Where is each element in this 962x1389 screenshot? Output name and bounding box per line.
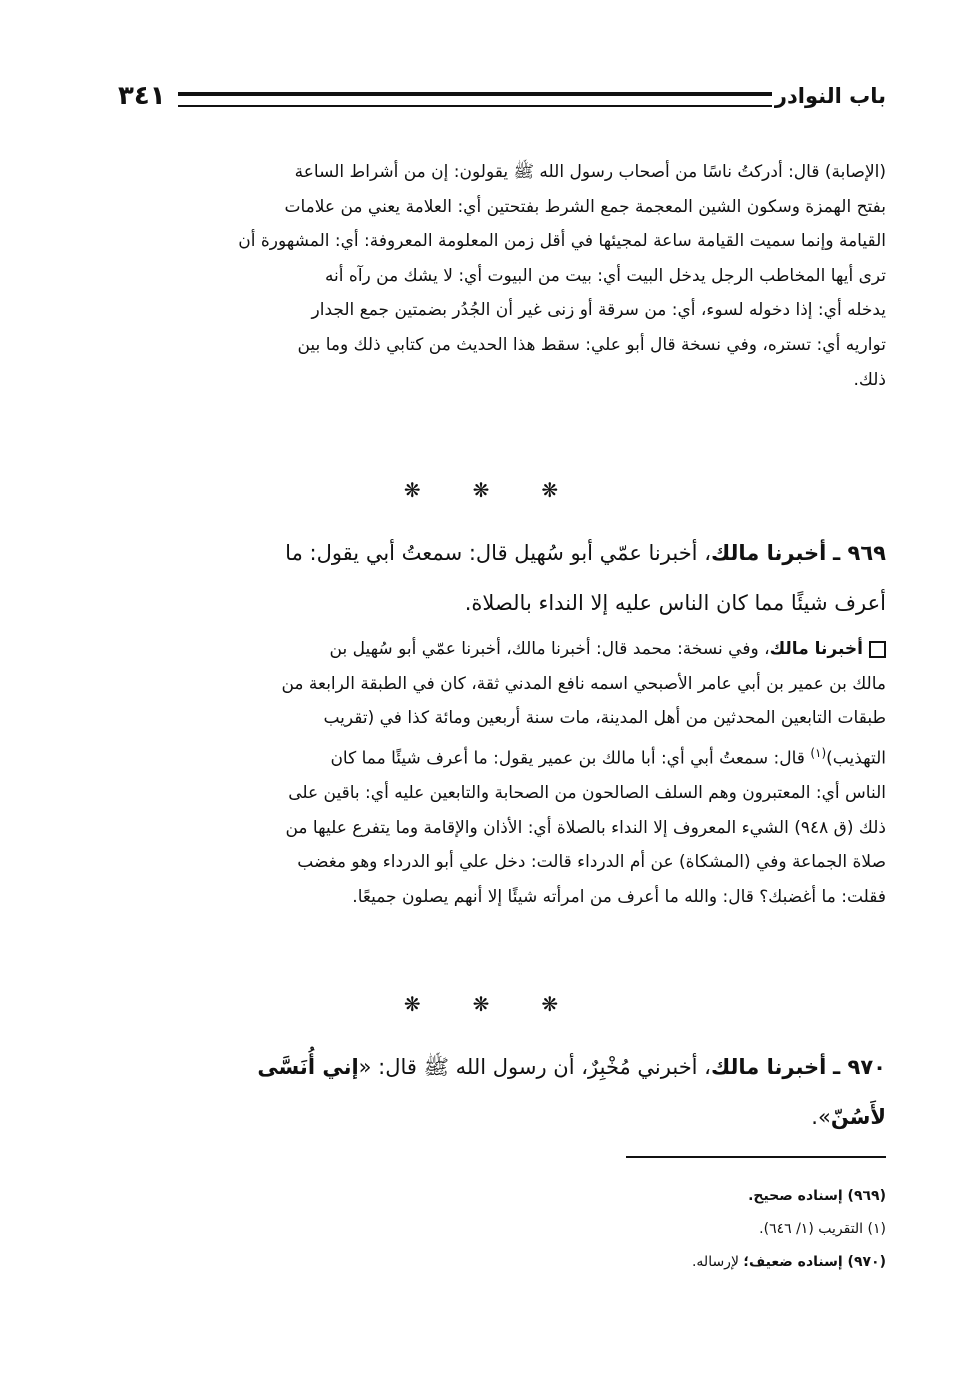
text-line: يدخله أي: إذا دخوله لسوء، أي: من سرقة أو زنى غير أن الجُدُر بضمتين جمع الجدار [311, 300, 886, 321]
hadith-text: ». [811, 1105, 831, 1129]
commentary-text: قال: سمعتُ أبي أي: أبا مالك بن عمير يقول: ما أعرف شيئًا مما كان [330, 748, 811, 769]
footnote [186, 1180, 886, 1213]
hadith-number: ٩٧٠ ـ [833, 1055, 886, 1079]
commentary-969 [118, 632, 886, 914]
commentary-continued [118, 155, 886, 397]
text-line: الناس أي: المعتبرون وهم السلف الصالحون من الصحابة والتابعين عليه أي: باقين على [288, 783, 886, 804]
section-separator [0, 992, 962, 1016]
hadith-narrator: أخبرنا مالك [710, 1055, 827, 1079]
square-marker-icon [869, 641, 886, 658]
text-line: ذلك (ق ٩٤٨) الشيء المعروف إلا النداء بالصلاة أي: الأذان والإقامة وما يتفرع عليها من [285, 817, 886, 838]
text-line: طبقات التابعين المحدثين من أهل المدينة، مات سنة أربعين ومائة كذا في (تقريب [323, 708, 886, 729]
header-rule [178, 92, 772, 107]
text-line: ذلك. [853, 369, 886, 390]
text-line [118, 1042, 886, 1092]
asterism-icon: ❋ [403, 992, 421, 1016]
footnotes [186, 1180, 886, 1279]
commentary-text: ، وفي نسخة: محمد قال: أخبرنا مالك، أخبرنا عمّي أبو سُهيل بن [329, 639, 770, 659]
section-separator [0, 478, 962, 502]
footnote-number: (١) [867, 1221, 886, 1237]
footnote-text: التقريب (١/ ٦٤٦). [759, 1221, 868, 1237]
hadith-970 [118, 1042, 886, 1142]
footnote [186, 1246, 886, 1279]
footnote-number: (٩٧٠) [847, 1254, 886, 1270]
hadith-narrator: أخبرنا مالك [710, 541, 827, 565]
running-header [118, 78, 886, 118]
asterism-icon: ❋ [541, 992, 559, 1016]
asterism-icon: ❋ [541, 478, 559, 502]
footnote-grading: إسناده ضعيف؛ [743, 1254, 848, 1270]
asterism-icon: ❋ [472, 478, 490, 502]
text-line: صلاة الجماعة وفي (المشكاة) عن أم الدرداء قالت: دخل علي أبو الدرداء وهو مغضب [297, 852, 886, 873]
text-line [118, 528, 886, 578]
footnote-text: إسناده صحيح. [748, 1188, 848, 1204]
running-title: باب النوادر [774, 84, 886, 108]
hadith-quote: لأَسُنّ [830, 1105, 886, 1129]
text-line [118, 1092, 886, 1142]
footnote [186, 1213, 886, 1246]
text-line [118, 736, 886, 776]
text-line: فقلت: ما أغضبك؟ قال: والله ما أعرف من امرأته شيئًا إلا أنهم يصلون جميعًا. [352, 886, 886, 907]
text-line: القيامة وإنما سميت القيامة ساعة لمجيئها في أقل زمن المعلومة المعروفة: أي: المشهورة أن [238, 231, 886, 252]
footnote-rule [626, 1156, 886, 1158]
text-line: أعرف شيئًا مما كان الناس عليه إلا النداء بالصلاة. [464, 591, 886, 615]
hadith-quote: إني أُنَسَّى [257, 1055, 359, 1079]
text-line: مالك بن عمير بن أبي عامر الأصبحي اسمه نافع المدني ثقة، كان في الطبقة الرابعة من [281, 673, 886, 694]
text-line [118, 632, 886, 667]
hadith-text: ، أخبرني مُخْبِرٌ، أن رسول الله ﷺ قال: « [358, 1055, 711, 1079]
hadith-text: ، أخبرنا عمّي أبو سُهيل قال: سمعتُ أبي يقول: ما [285, 541, 711, 565]
commentary-lead: أخبرنا مالك [769, 639, 863, 659]
commentary-text: التهذيب) [826, 748, 886, 769]
asterism-icon: ❋ [403, 478, 421, 502]
hadith-number: ٩٦٩ ـ [833, 541, 886, 565]
text-line: ترى أيها المخاطب الرجل يدخل البيت أي: بيت من البيوت أي: لا يشك من رآه أنه [324, 265, 886, 286]
footnote-text: لإرساله. [691, 1254, 744, 1270]
page-number: ٣٤١ [118, 81, 166, 111]
asterism-icon: ❋ [472, 992, 490, 1016]
hadith-969 [118, 528, 886, 628]
footnote-reference: (١) [810, 745, 827, 760]
text-line: تواريه أي: تستره، وفي نسخة قال أبو علي: سقط هذا الحديث من كتابي ذلك وما بين [297, 334, 886, 355]
footnote-number: (٩٦٩) [847, 1188, 886, 1204]
text-line: بفتح الهمزة وسكون الشين المعجمة جمع الشرط بفتحتين أي: العلامة يعني من علامات [284, 196, 886, 217]
text-line: (الإصابة) قال: أدركتُ ناسًا من أصحاب رسول الله ﷺ يقولون: إن من أشراط الساعة [294, 162, 886, 182]
